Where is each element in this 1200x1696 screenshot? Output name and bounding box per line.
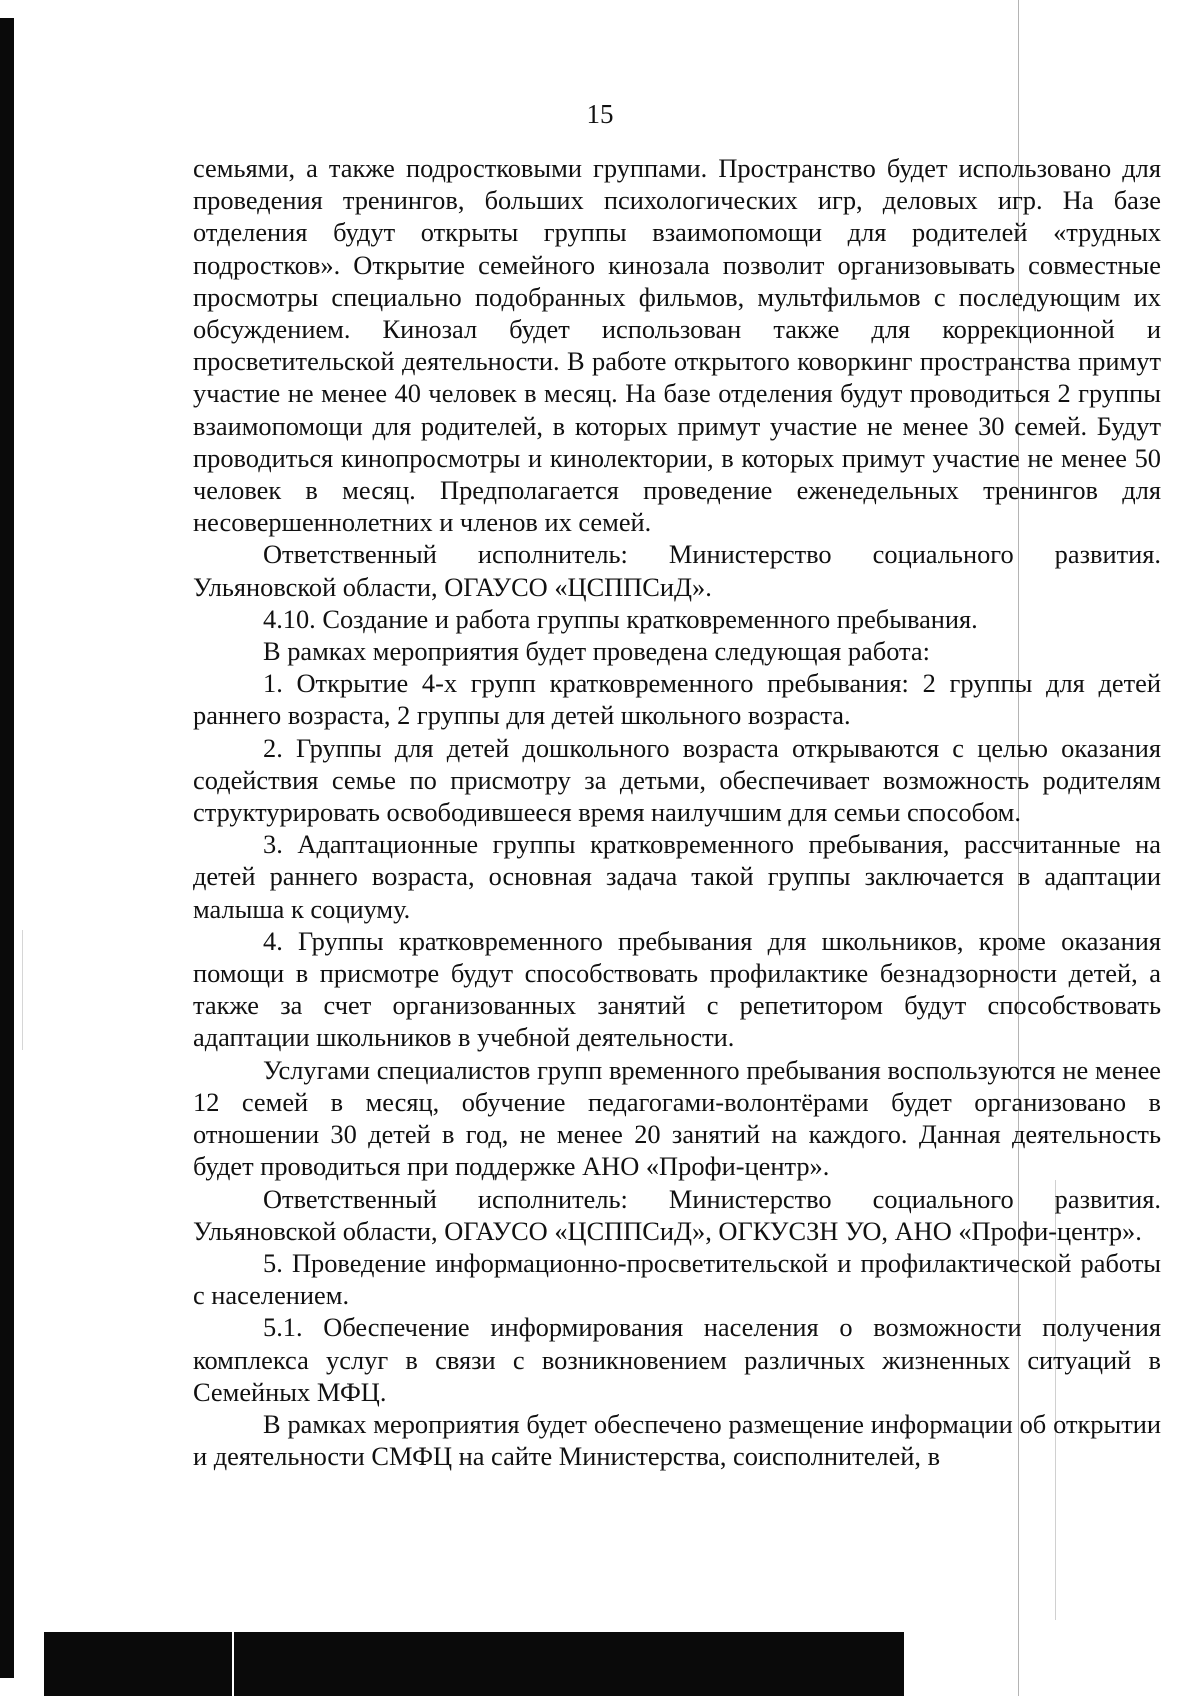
paragraph: Ответственный исполнитель: Министерство социального развития. Ульяновской области, ОГАУСО «ЦСППСиД», ОГКУСЗН УО, АНО «Профи-центр». — [193, 1183, 1161, 1246]
body-text — [193, 152, 1161, 1472]
scan-edge-shadow-left — [0, 18, 14, 1678]
paragraph: В рамках мероприятия будет обеспечено размещение информации об открытии и деятельности СМФЦ на сайте Министерства, соисполнителей, в — [193, 1408, 1161, 1472]
section-heading: 4.10. Создание и работа группы кратковременного пребывания. — [263, 603, 978, 634]
list-item: 2. Группы для детей дошкольного возраста открываются с целью оказания содействия семье по присмотру за детьми, обеспечивает возможность родителям структурировать освободившееся время наилучшим для семьи способом. — [193, 732, 1161, 828]
section-heading: 5.1. Обеспечение информирования населения о возможности получения комплекса услуг в связи с возникновением различных жизненных ситуаций в Семейных МФЦ. — [193, 1312, 1161, 1407]
section-heading: 5. Проведение информационно-просветительской и профилактической работы с населением. — [193, 1247, 1161, 1311]
list-item: 4. Группы кратковременного пребывания для школьников, кроме оказания помощи в присмотре будут способствовать профилактике безнадзорности детей, а также за счет организованных занятий с репетитором будут способствовать адаптации школьников в учебной деятельности. — [193, 925, 1161, 1053]
scan-edge-shadow-bottom — [44, 1632, 904, 1696]
paragraph: В рамках мероприятия будет проведена следующая работа: — [263, 636, 930, 667]
list-item: 1. Открытие 4-х групп кратковременного пребывания: 2 группы для детей раннего возраста, 2 группы для детей школьного возраста. — [193, 668, 1161, 731]
scan-edge-gap — [232, 1628, 234, 1696]
scan-artifact-line — [22, 930, 23, 1050]
page-number: 15 — [586, 99, 614, 129]
paragraph: Ответственный исполнитель: Министерство социального развития. Ульяновской области, ОГАУСО «ЦСППСиД». — [193, 539, 1161, 602]
paragraph: Услугами специалистов групп временного пребывания воспользуются не менее 12 семей в месяц, обучение педагогами-волонтёрами будет организовано в отношении 30 детей в год, не менее 20 занятий на каждого. Данная деятельность будет проводиться при поддержке АНО «Профи-центр». — [193, 1054, 1161, 1182]
list-item: 3. Адаптационные группы кратковременного пребывания, рассчитанные на детей раннего возраста, основная задача такой группы заключается в адаптации малыша к социуму. — [193, 829, 1161, 924]
paragraph: семьями, а также подростковыми группами. Пространство будет использовано для проведения тренингов, больших психологических игр, деловых игр. На базе отделения будут открыты группы взаимопомощи для родителей «трудных подростков». Открытие семейного кинозала позволит организовывать совместные просмотры специально подобранных фильмов, мультфильмов с последующим их обсуждением. Кинозал будет использован также для коррекционной и просветительской деятельности. В работе открытого коворкинг пространства примут участие не менее 40 человек в месяц. На базе отделения будут проводиться 2 группы взаимопомощи для родителей, в которых примут участие не менее 30 семей. Будут проводиться кинопросмотры и кинолектории, в которых примут участие не менее 50 человек в месяц. Предполагается проведение еженедельных тренингов для несовершеннолетних и членов их семей. — [193, 153, 1161, 538]
